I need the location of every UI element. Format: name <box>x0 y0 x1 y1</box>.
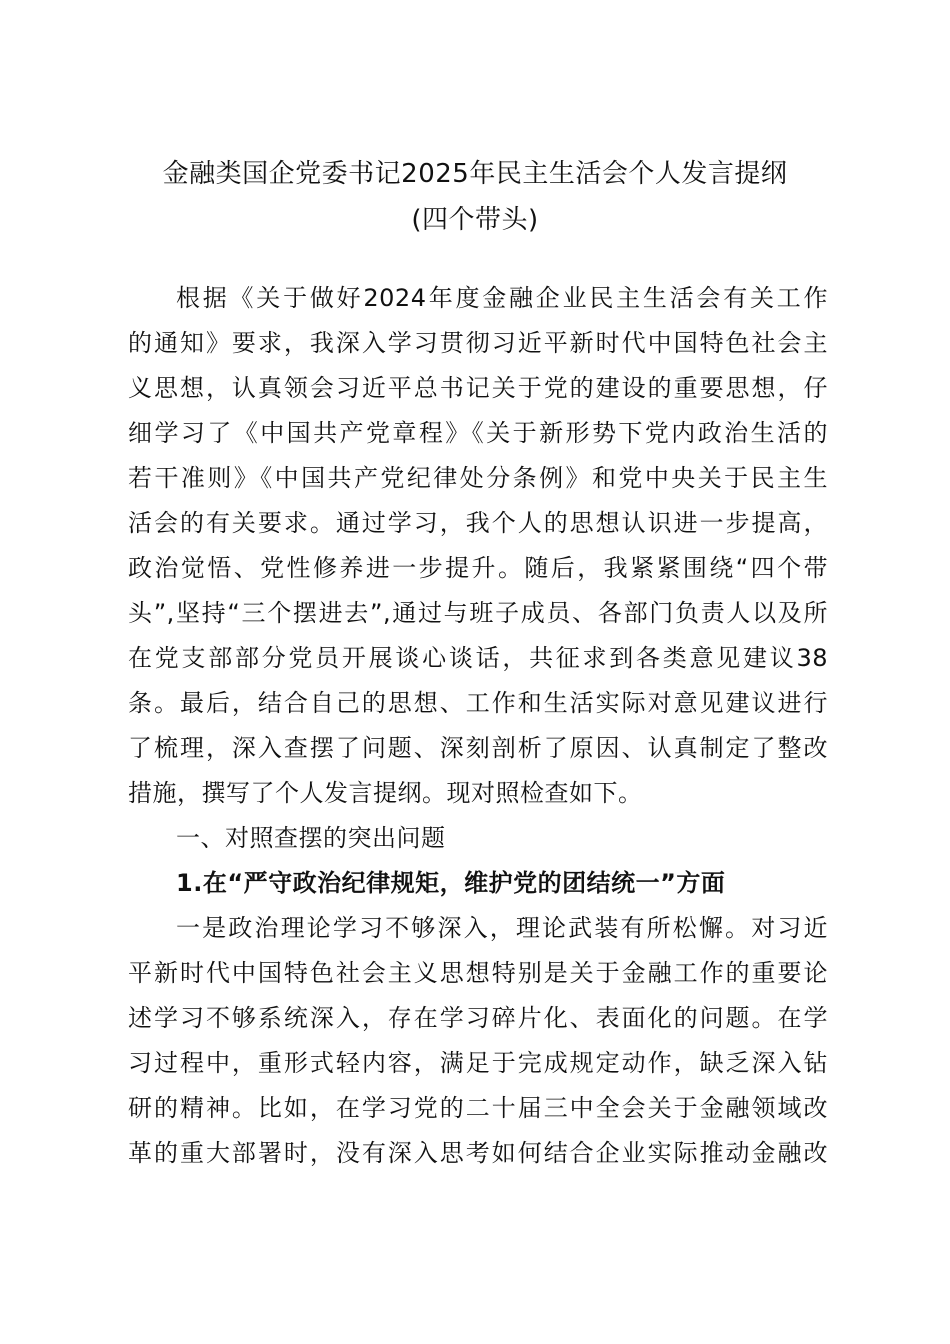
document-subtitle: (四个带头) <box>411 205 539 235</box>
intro-paragraph-line: 措施，撰写了个人发言提纲。现对照检查如下。 <box>128 779 643 807</box>
section-heading: 一、对照查摆的突出问题 <box>176 824 446 852</box>
intro-paragraph-line: 头”,坚持“三个摆进去”,通过与班子成员、各部门负责人以及所 <box>128 599 828 627</box>
intro-paragraph-line: 条。最后，结合自己的思想、工作和生活实际对意见建议进行 <box>128 689 828 717</box>
intro-paragraph-line: 在党支部部分党员开展谈心谈话，共征求到各类意见建议38 <box>128 644 828 672</box>
body-paragraph-line: 革的重大部署时，没有深入思考如何结合企业实际推动金融改 <box>128 1139 828 1167</box>
intro-paragraph-line: 根据《关于做好2024年度金融企业民主生活会有关工作 <box>176 284 828 312</box>
intro-paragraph-line: 细学习了《中国共产党章程》《关于新形势下党内政治生活的 <box>128 419 828 447</box>
intro-paragraph-line: 政治觉悟、党性修养进一步提升。随后，我紧紧围绕“四个带 <box>128 554 828 582</box>
intro-paragraph-line: 活会的有关要求。通过学习，我个人的思想认识进一步提高， <box>128 509 828 537</box>
intro-paragraph-line: 若干准则》《中国共产党纪律处分条例》和党中央关于民主生 <box>128 464 828 492</box>
subsection-heading: 1.在“严守政治纪律规矩，维护党的团结统一”方面 <box>176 869 726 897</box>
document-title: 金融类国企党委书记2025年民主生活会个人发言提纲 <box>162 159 788 189</box>
body-paragraph-line: 述学习不够系统深入，存在学习碎片化、表面化的问题。在学 <box>128 1004 828 1032</box>
intro-paragraph-line: 了梳理，深入查摆了问题、深刻剖析了原因、认真制定了整改 <box>128 734 828 762</box>
body-paragraph-line: 平新时代中国特色社会主义思想特别是关于金融工作的重要论 <box>128 959 828 987</box>
intro-paragraph-line: 义思想，认真领会习近平总书记关于党的建设的重要思想，仔 <box>128 374 828 402</box>
body-paragraph-line: 研的精神。比如，在学习党的二十届三中全会关于金融领域改 <box>128 1094 828 1122</box>
body-paragraph-line: 一是政治理论学习不够深入，理论武装有所松懈。对习近 <box>176 914 828 942</box>
intro-paragraph-line: 的通知》要求，我深入学习贯彻习近平新时代中国特色社会主 <box>128 329 828 357</box>
body-paragraph-line: 习过程中，重形式轻内容，满足于完成规定动作，缺乏深入钻 <box>128 1049 828 1077</box>
